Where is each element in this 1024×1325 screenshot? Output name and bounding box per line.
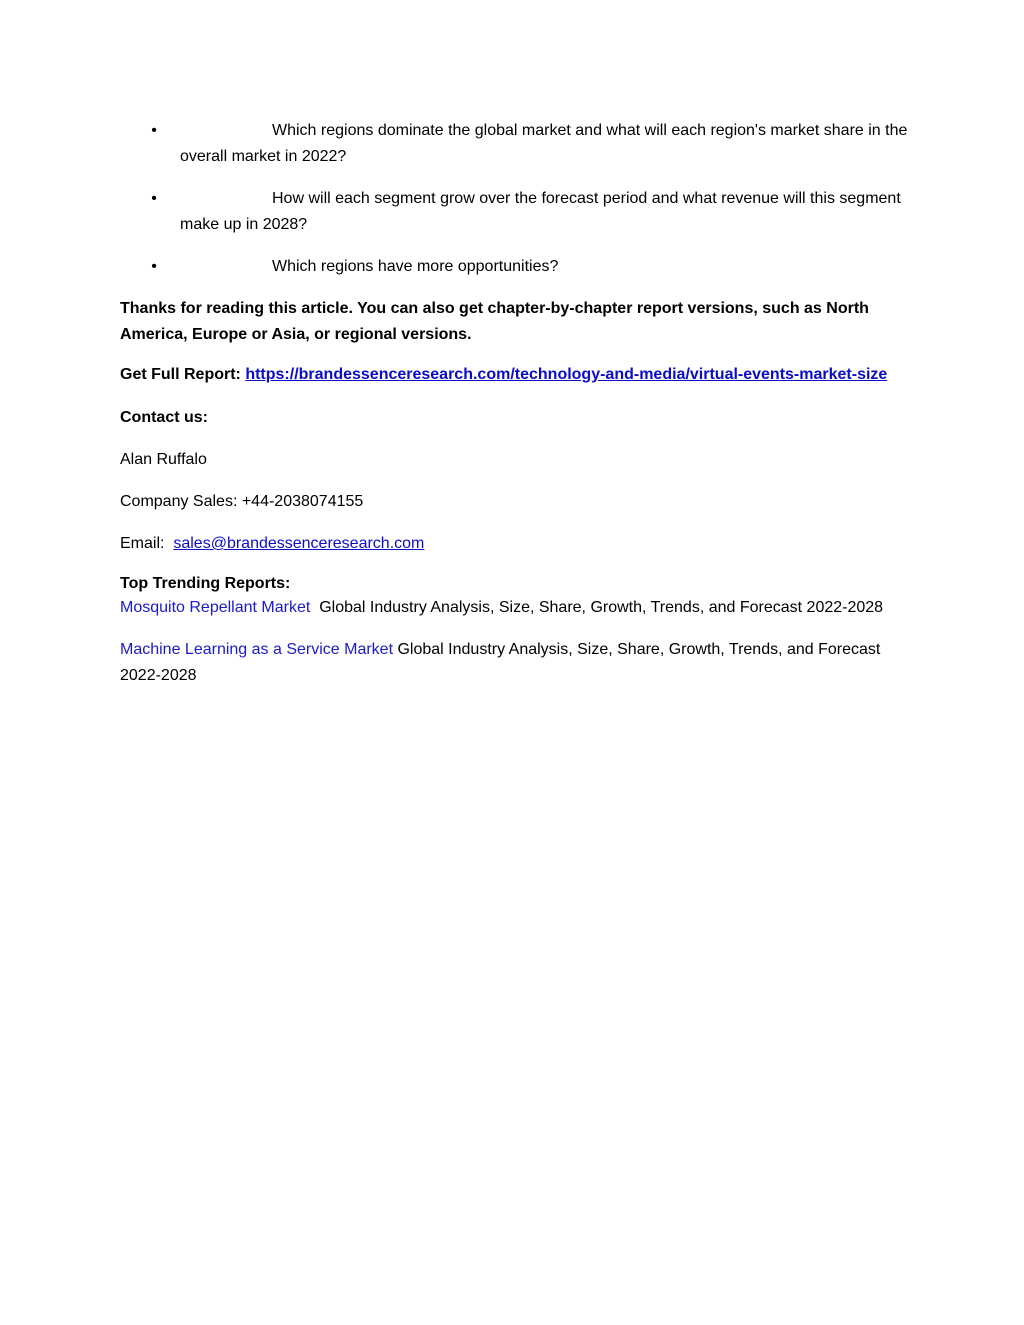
full-report-label: Get Full Report: [120,366,246,383]
list-item [120,254,910,280]
full-report-link[interactable]: https://brandessenceresearch.com/technology-and-media/virtual-events-market-size [245,366,888,383]
contact-name: Alan Ruffalo [120,451,207,468]
bullet-icon: • [151,190,157,207]
email-line [120,531,910,557]
contact-heading: Contact us: [120,409,208,426]
trending-item [120,595,910,621]
trending-item-text: Global Industry Analysis, Size, Share, Growth, Trends, and Forecast 2022-2028 [310,599,884,616]
thanks-paragraph: Thanks for reading this article. You can also get chapter-by-chapter report versions, such as North America, Europe or Asia, or regional versions. [120,300,869,343]
email-link[interactable]: sales@brandessenceresearch.com [173,535,425,552]
bullet-icon: • [151,258,157,275]
trending-heading: Top Trending Reports: [120,575,291,592]
list-item-text: How will each segment grow over the forecast period and what revenue will this segment make up in 2028? [180,190,901,233]
list-item-text: Which regions dominate the global market and what will each region's market share in the overall market in 2022? [180,122,908,165]
list-item-text: Which regions have more opportunities? [272,258,559,275]
trending-link-mosquito[interactable]: Mosquito Repellant Market [120,599,311,616]
trending-item-text: Global Industry Analysis, Size, Share, Growth, Trends, and Forecast 2022-2028 [120,641,885,684]
bullet-icon: • [151,122,157,139]
document-page [120,118,910,705]
company-sales: Company Sales: +44-2038074155 [120,493,364,510]
email-label: Email: [120,535,174,552]
trending-link-mlaas[interactable]: Machine Learning as a Service Market [120,641,394,658]
trending-item [120,637,910,689]
list-item [120,186,910,238]
list-item [120,118,910,170]
question-list [120,118,910,280]
full-report-paragraph [120,364,910,386]
